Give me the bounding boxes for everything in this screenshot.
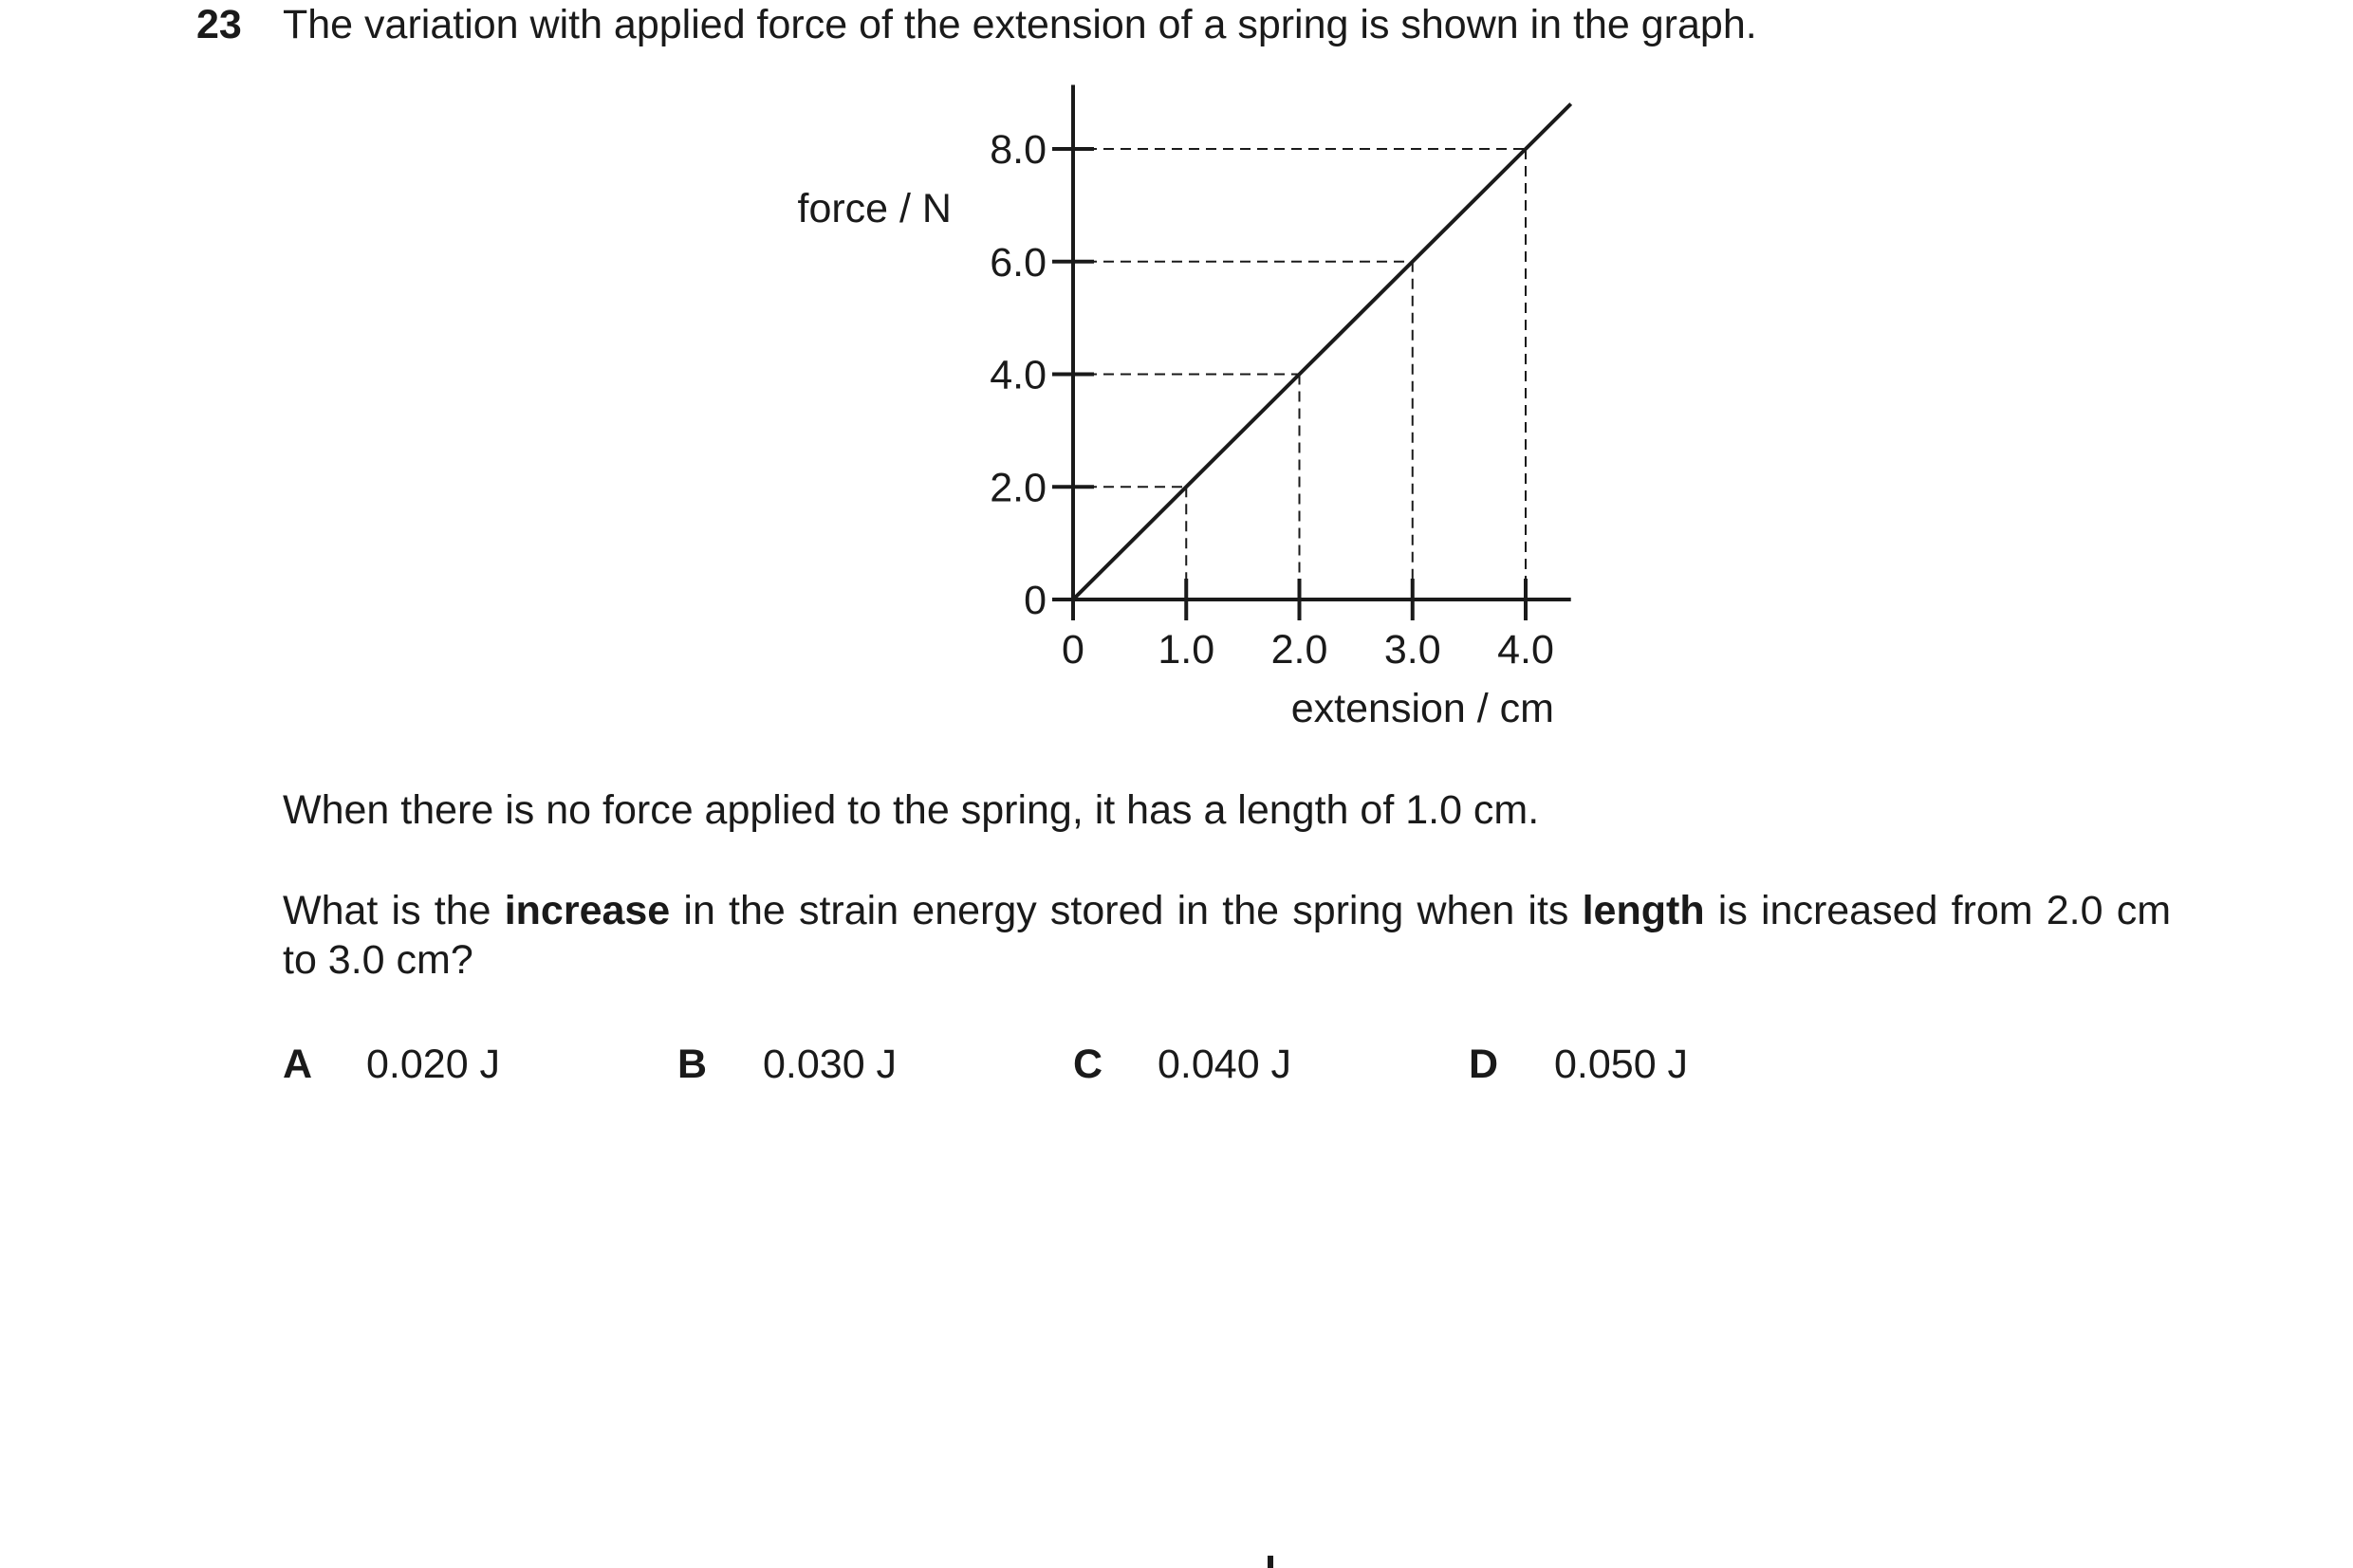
prompt-text: in the strain energy stored in the spring when its	[670, 888, 1583, 933]
y-tick-label: 2.0	[990, 465, 1047, 511]
emphasis-increase: increase	[504, 888, 671, 933]
emphasis-length: length	[1582, 888, 1705, 933]
x-tick-label: 4.0	[1497, 627, 1554, 673]
option-value: 0.040 J	[1158, 1042, 1292, 1087]
option-letter: A	[283, 1042, 313, 1087]
option-value: 0.020 J	[366, 1042, 501, 1087]
option-letter: D	[1469, 1042, 1499, 1087]
data-series	[1073, 104, 1571, 600]
x-tick-label: 1.0	[1158, 627, 1215, 673]
y-tick-label: 6.0	[990, 239, 1047, 286]
x-axis-label: extension / cm	[1290, 686, 1554, 731]
y-axis-label: force / N	[797, 186, 952, 231]
force-extension-graph	[0, 0, 2353, 759]
y-tick-label: 8.0	[990, 127, 1047, 173]
option-letter: C	[1073, 1042, 1103, 1087]
axes	[1060, 85, 1571, 614]
x-tick-label: 0	[1062, 627, 1084, 673]
page-mark	[1268, 1556, 1273, 1568]
answer-options	[0, 1040, 2353, 1097]
option-value: 0.030 J	[763, 1042, 898, 1087]
y-tick-label: 0	[1024, 578, 1047, 623]
prompt-text: is increased from 2.0 cm to 3.0 cm?	[283, 888, 2172, 983]
no-force-length-statement: When there is no force applied to the spring, it has a length of 1.0 cm.	[283, 787, 1540, 833]
prompt-text: What is the	[283, 888, 505, 933]
x-tick-label: 3.0	[1383, 627, 1441, 673]
question-text: The variation with applied force of the extension of a spring is shown in the graph.	[283, 2, 1757, 47]
x-tick-label: 2.0	[1270, 627, 1328, 673]
option-value: 0.050 J	[1554, 1042, 1689, 1087]
y-tick-label: 4.0	[990, 352, 1047, 398]
question-prompt	[283, 886, 2171, 985]
option-letter: B	[677, 1042, 708, 1087]
question-number: 23	[196, 2, 242, 47]
force-extension-line	[1073, 104, 1571, 600]
